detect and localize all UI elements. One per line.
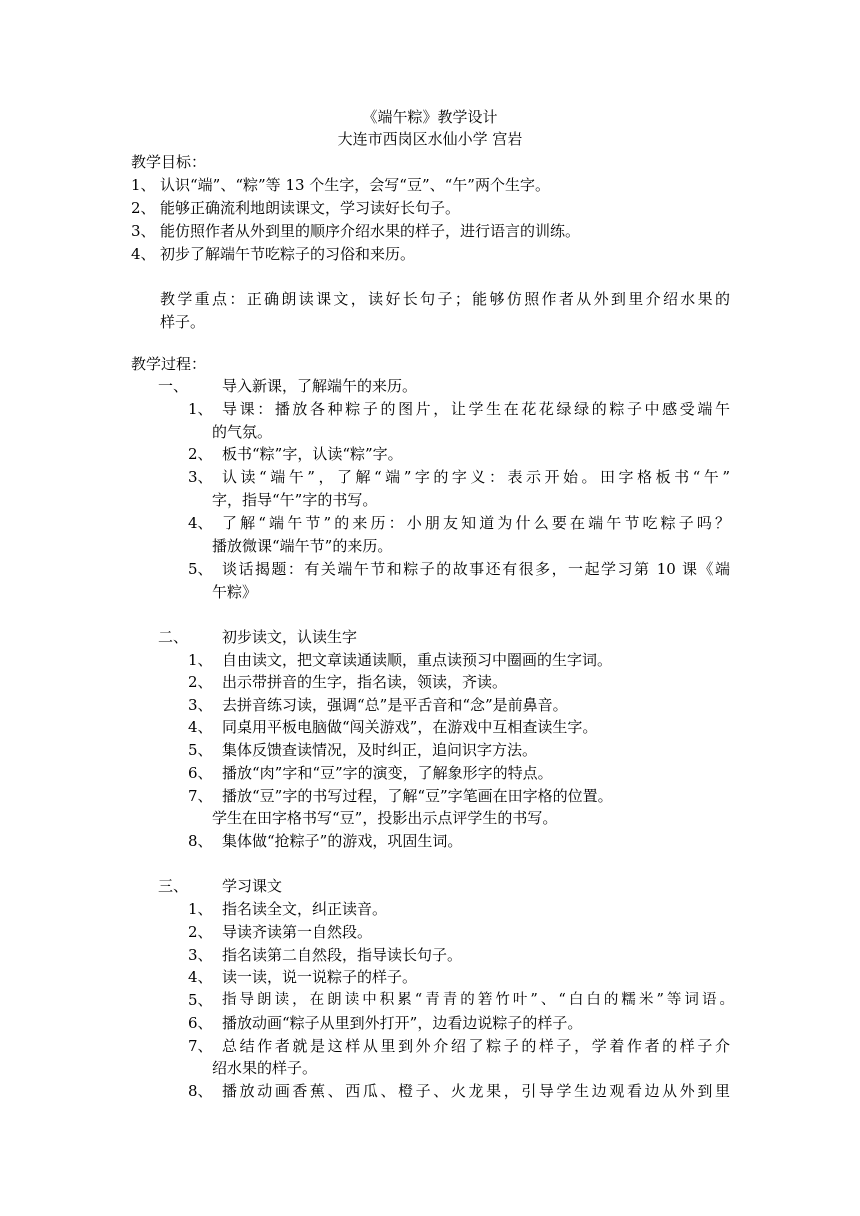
step-text: 指名读第二自然段，指导读长句子。: [222, 946, 463, 964]
objective-text: 认识“端”、“粽”等 13 个生字，会写“豆”、“午”两个生字。: [160, 176, 550, 194]
key-points-line: 教学重点：正确朗读课文，读好长句子；能够仿照作者从外到里介绍水果的: [160, 290, 730, 308]
step-number: 4、: [188, 968, 213, 986]
step-number: 1、: [188, 400, 213, 418]
section-title: 导入新课，了解端午的来历。: [222, 377, 418, 395]
step-number: 5、: [188, 560, 213, 578]
step-number: 2、: [188, 923, 213, 941]
step-text: 板书“粽”字，认读“粽”字。: [222, 445, 403, 463]
step-number: 5、: [188, 991, 213, 1009]
step-number: 2、: [188, 445, 213, 463]
section-title: 初步读文，认读生字: [222, 628, 358, 646]
step-text: 总结作者就是这样从里到外介绍了粽子的样子，学着作者的样子介: [222, 1037, 730, 1055]
step-number: 3、: [188, 946, 213, 964]
step-text: 集体反馈查读情况，及时纠正，追问识字方法。: [222, 741, 538, 759]
step-number: 7、: [188, 787, 213, 805]
document-author: 大连市西岗区水仙小学 宫岩: [337, 130, 523, 148]
section-title: 学习课文: [222, 877, 283, 895]
step-number: 8、: [188, 832, 213, 850]
step-text: 播放“豆”字的书写过程，了解“豆”字笔画在田字格的位置。: [222, 787, 613, 805]
document-title: 《端午粽》教学设计: [362, 108, 498, 126]
step-text: 午粽》: [212, 583, 258, 601]
step-number: 6、: [188, 1014, 213, 1032]
objectives-heading: 教学目标：: [131, 153, 207, 171]
step-number: 5、: [188, 741, 213, 759]
step-text: 导读齐读第一自然段。: [222, 923, 373, 941]
step-text: 读一读，说一说粽子的样子。: [222, 968, 418, 986]
step-text: 去拼音练习读，强调“总”是平舌音和“念”是前鼻音。: [222, 696, 568, 714]
step-text: 谈话揭题：有关端午节和粽子的故事还有很多，一起学习第 10 课《端: [222, 560, 730, 578]
step-text: 指名读全文，纠正读音。: [222, 900, 388, 918]
objective-text: 能够正确流利地朗读课文，学习读好长句子。: [160, 199, 461, 217]
objective-number: 4、: [131, 245, 156, 263]
step-number: 7、: [188, 1037, 213, 1055]
step-text: 指导朗读，在朗读中积累“青青的箬竹叶”、“白白的糯米”等词语。: [222, 992, 734, 1008]
step-number: 1、: [188, 900, 213, 918]
process-heading: 教学过程：: [131, 355, 207, 373]
step-text: 播放微课“端午节”的来历。: [212, 537, 393, 555]
step-number: 1、: [188, 651, 213, 669]
step-text: 集体做“抢粽子”的游戏，巩固生词。: [222, 832, 463, 850]
objective-text: 能仿照作者从外到里的顺序介绍水果的样子，进行语言的训练。: [160, 222, 581, 240]
objective-number: 1、: [131, 176, 156, 194]
step-number: 3、: [188, 696, 213, 714]
section-number: 一、: [158, 377, 189, 395]
step-text: 自由读文，把文章读通读顺，重点读预习中圈画的生字词。: [222, 651, 613, 669]
objective-text: 初步了解端午节吃粽子的习俗和来历。: [160, 245, 416, 263]
step-text: 认读“端午”，了解“端”字的字义：表示开始。田字格板书“午”: [222, 468, 730, 486]
step-text: 播放动画“粽子从里到外打开”，边看边说粽子的样子。: [222, 1014, 583, 1032]
step-text: 导课：播放各种粽子的图片，让学生在花花绿绿的粽子中感受端午: [222, 400, 730, 418]
step-text: 绍水果的样子。: [212, 1059, 318, 1077]
step-number: 3、: [188, 468, 213, 486]
key-points-line: 样子。: [160, 313, 206, 331]
step-number: 6、: [188, 764, 213, 782]
step-text: 同桌用平板电脑做“闯关游戏”，在游戏中互相查读生字。: [222, 718, 598, 736]
step-text: 播放动画香蕉、西瓜、橙子、火龙果，引导学生边观看边从外到里: [222, 1082, 730, 1100]
step-number: 4、: [188, 514, 213, 532]
step-number: 2、: [188, 673, 213, 691]
step-text: 了解“端午节”的来历：小朋友知道为什么要在端午节吃粽子吗？: [222, 514, 730, 532]
step-text: 字，指导“午”字的书写。: [212, 491, 378, 509]
step-text: 出示带拼音的生字，指名读，领读，齐读。: [222, 673, 508, 691]
step-number: 8、: [188, 1082, 213, 1100]
step-text: 播放“肉”字和“豆”字的演变，了解象形字的特点。: [222, 764, 553, 782]
step-text: 的气氛。: [212, 423, 273, 441]
section-number: 二、: [158, 628, 189, 646]
objective-number: 2、: [131, 199, 156, 217]
objective-number: 3、: [131, 222, 156, 240]
step-number: 4、: [188, 718, 213, 736]
step-text: 学生在田字格书写“豆”，投影出示点评学生的书写。: [212, 809, 558, 827]
section-number: 三、: [158, 877, 189, 895]
